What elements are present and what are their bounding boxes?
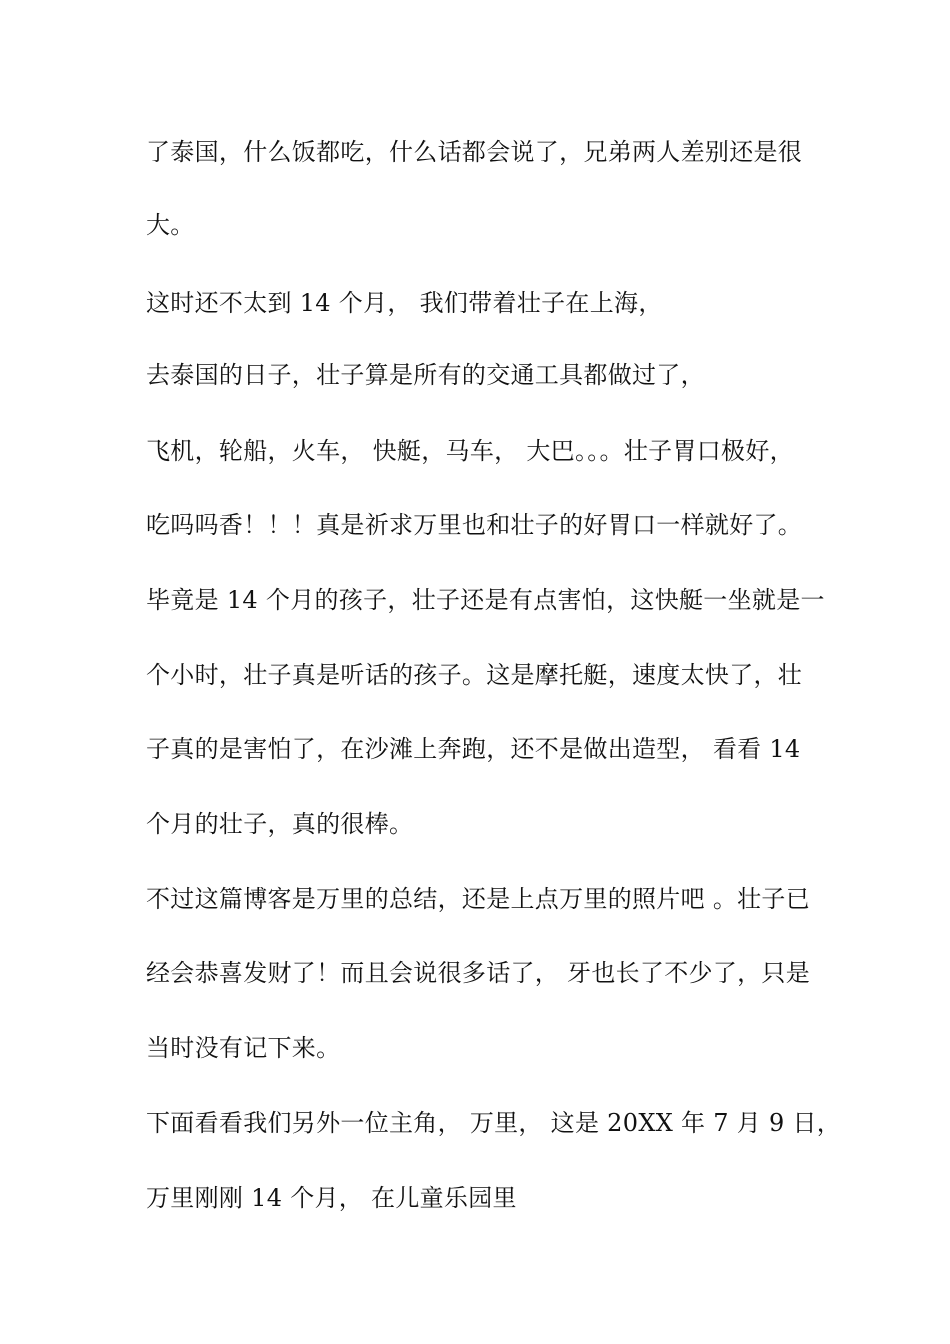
text-line: 当时没有记下来。: [146, 1034, 341, 1062]
text-line: 个月的壮子，真的很棒。: [146, 810, 414, 838]
text-line: 了泰国，什么饭都吃，什么话都会说了，兄弟两人差别还是很: [146, 138, 803, 166]
text-line: 子真的是害怕了，在沙滩上奔跑，还不是做出造型， 看看 14: [146, 735, 801, 763]
text-line: 大。: [146, 211, 195, 239]
text-line: 去泰国的日子，壮子算是所有的交通工具都做过了，: [146, 361, 705, 389]
text-line: 经会恭喜发财了！而且会说很多话了， 牙也长了不少了，只是: [146, 959, 811, 987]
text-line: 下面看看我们另外一位主角， 万里， 这是 20XX 年 7 月 9 日，: [146, 1109, 842, 1137]
text-line: 不过这篇博客是万里的总结，还是上点万里的照片吧 。壮子已: [146, 885, 811, 913]
text-line: 万里刚刚 14 个月， 在儿童乐园里: [146, 1184, 517, 1212]
text-line: 吃吗吗香！！！真是祈求万里也和壮子的好胃口一样就好了。: [146, 511, 803, 539]
text-line: 毕竟是 14 个月的孩子，壮子还是有点害怕，这快艇一坐就是一: [146, 586, 825, 614]
text-line: 飞机，轮船，火车， 快艇，马车， 大巴。。。壮子胃口极好，: [146, 437, 794, 465]
text-line: 这时还不太到 14 个月， 我们带着壮子在上海，: [146, 289, 663, 317]
text-line: 个小时，壮子真是听话的孩子。这是摩托艇，速度太快了，壮: [146, 661, 803, 689]
